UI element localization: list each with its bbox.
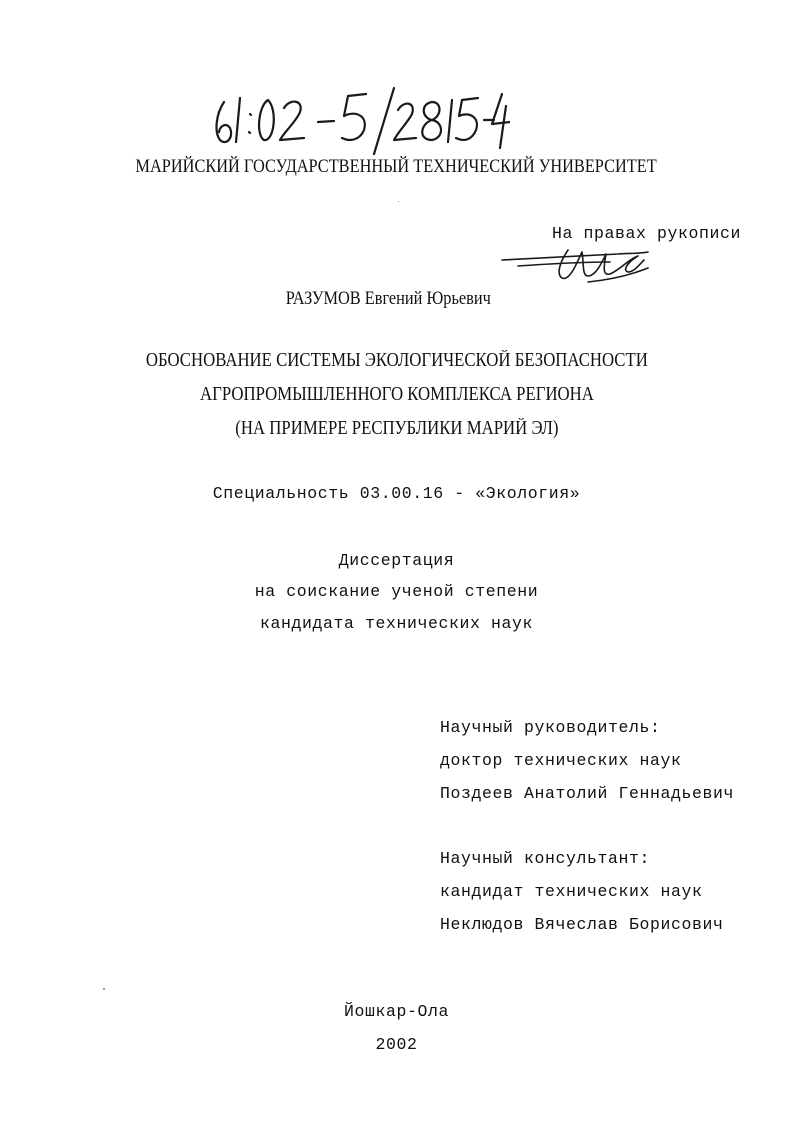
city-text: Йошкар-Ола xyxy=(343,1002,450,1021)
dissertation-type-text: кандидата технических наук xyxy=(259,614,534,633)
title-line-text: ОБОСНОВАНИЕ СИСТЕМЫ ЭКОЛОГИЧЕСКОЙ БЕЗОПАСНОСТИ xyxy=(145,350,648,371)
supervisor-name: Поздеев Анатолий Геннадьевич xyxy=(440,784,735,803)
scan-speck xyxy=(103,988,105,990)
author-name-text: РАЗУМОВ Евгений Юрьевич xyxy=(285,288,492,309)
year-text: 2002 xyxy=(375,1035,418,1054)
consultant-degree: кандидат технических наук xyxy=(440,882,703,901)
dissertation-title-line-1 xyxy=(0,350,793,372)
scientific-supervisor-block xyxy=(440,711,734,810)
dissertation-type-line-2 xyxy=(0,582,793,601)
specialty-text: Специальность 03.00.16 - «Экология» xyxy=(212,484,581,503)
dissertation-type-line-3 xyxy=(0,614,793,633)
specialty xyxy=(0,484,793,503)
consultant-name: Неклюдов Вячеслав Борисович xyxy=(440,915,724,934)
dissertation-title-line-3 xyxy=(0,418,793,440)
supervisor-degree: доктор технических наук xyxy=(440,751,682,770)
consultant-role: Научный консультант: xyxy=(440,849,651,868)
dissertation-title-line-2 xyxy=(0,384,793,406)
title-line-text: АГРОПРОМЫШЛЕННОГО КОМПЛЕКСА РЕГИОНА xyxy=(199,384,594,405)
author-name xyxy=(0,288,785,310)
rights-note-text: На правах рукописи xyxy=(551,224,741,243)
author-signature xyxy=(498,240,658,290)
signature-drawing xyxy=(498,240,658,290)
title-line-text: (НА ПРИМЕРЕ РЕСПУБЛИКИ МАРИЙ ЭЛ) xyxy=(234,418,559,439)
scientific-consultant-block xyxy=(440,842,724,941)
city xyxy=(0,1002,793,1021)
dissertation-type-text: Диссертация xyxy=(338,551,455,570)
handwritten-code-drawing xyxy=(210,80,510,160)
supervisor-role: Научный руководитель: xyxy=(440,718,661,737)
scan-speck xyxy=(398,201,399,202)
year xyxy=(0,1035,793,1054)
university-name-text: МАРИЙСКИЙ ГОСУДАРСТВЕННЫЙ ТЕХНИЧЕСКИЙ УНИВЕРСИТЕТ xyxy=(135,156,658,177)
handwritten-archive-code xyxy=(210,80,510,160)
dissertation-type-text: на соискание ученой степени xyxy=(254,582,539,601)
dissertation-type-line-1 xyxy=(0,551,793,570)
university-name xyxy=(0,156,793,178)
